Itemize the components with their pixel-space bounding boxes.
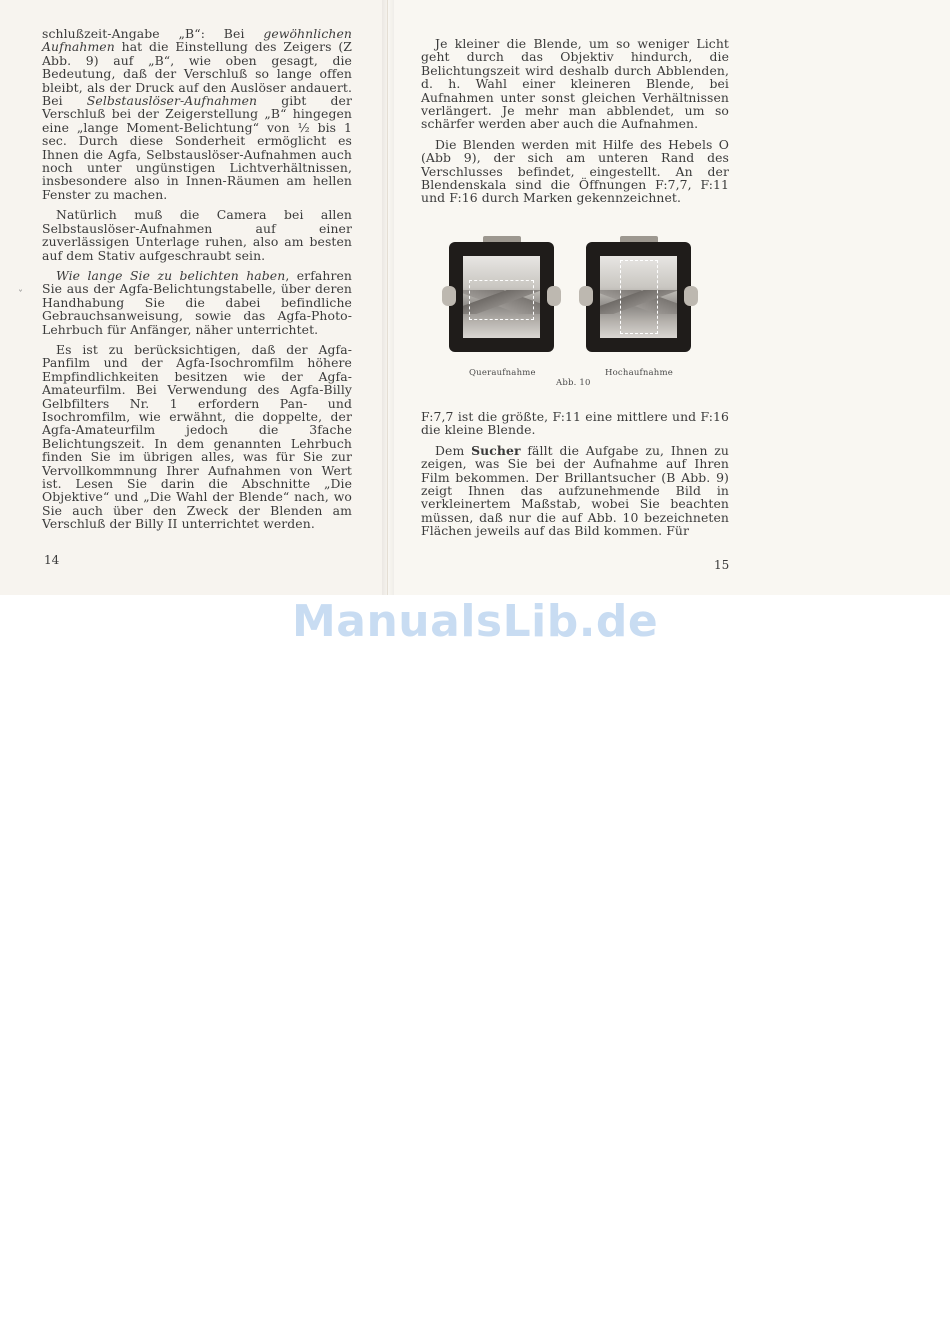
portrait-photo [600, 256, 677, 338]
viewfinder-knob [442, 286, 456, 306]
portrait-frame-marker [620, 260, 658, 334]
watermark: ManualsLib.de [292, 596, 659, 647]
page-fold [382, 0, 394, 595]
figure-label-queraufnahme: Queraufnahme [469, 368, 536, 378]
figure-label-hochaufnahme: Hochaufnahme [605, 368, 673, 378]
right-paragraph-3: F:7,7 ist die größte, F:11 eine mittlere und F:16 die kleine Blende. [421, 409, 729, 438]
left-paragraph-2: Natürlich muß die Camera bei allen Selbstauslöser-Aufnahmen auf einer zuverlässigen Unterlage ruhen, also am besten auf dem Stativ aufgeschraubt sein. [42, 207, 352, 263]
landscape-photo [463, 256, 540, 338]
right-paragraph-4: Dem Sucher fällt die Aufgabe zu, Ihnen zu zeigen, was Sie bei der Aufnahme auf Ihren Film bekommen. Der Brillantsucher (B Abb. 9) zeigt Ihnen das aufzunehmende Bild in verkleinertem Maßstab, wobei Sie beachten müssen, daß nur die auf Abb. 10 bezeichneten Flächen jeweils auf das Bild kommen. Für [421, 442, 729, 539]
page-number-left: 14 [44, 553, 60, 567]
right-paragraph-1: Je kleiner die Blende, um so weniger Licht geht durch das Objektiv hindurch, die Belichtungszeit wird deshalb durch Abblenden, d. h. Wahl einer kleineren Blende, bei Aufnahmen unter sonst gleichen Verhältnissen verlängert. Je mehr man abblendet, um so schärfer werden aber auch die Aufnahmen. [421, 36, 729, 132]
margin-mark: ˇ [18, 290, 23, 301]
landscape-frame-marker [469, 280, 534, 320]
page-number-right: 15 [714, 558, 730, 572]
left-paragraph-4: Es ist zu berücksichtigen, daß der Agfa-Panfilm und der Agfa-Isochromfilm höhere Empfindlichkeiten besitzen wie der Agfa-Amateurfilm. Bei Verwendung des Agfa-Billy Gelbfilters Nr. 1 erfordern Pan- und Isochromfilm, wie erwähnt, die doppelte, der Agfa-Amateurfilm jedoch die 3fache Belichtungszeit. In dem genannten Lehrbuch finden Sie im übrigen alles, was für Sie zur Vervollkommnung Ihrer Aufnahmen von Wert ist. Lesen Sie darin die Abschnitte „Die Objektive“ und „Die Wahl der Blende“ nach, wo Sie auch über den Zweck der Blenden am Verschluß der Billy II unterrichtet werden. [42, 341, 352, 532]
right-paragraph-2: Die Blenden werden mit Hilfe des Hebels O (Abb 9), der sich am unteren Rand des Verschlusses befindet, eingestellt. An der Blendenskala sind die Öffnungen F:7,7, F:11 und F:16 durch Marken gekennzeichnet. [421, 136, 729, 206]
right-page-text-bottom [421, 410, 729, 545]
right-page-text-top [421, 37, 729, 212]
viewfinder-knob [547, 286, 561, 306]
figure-queraufnahme [449, 242, 554, 352]
viewfinder-knob [684, 286, 698, 306]
left-paragraph-1: schlußzeit-Angabe „B“: Bei gewöhnlichen Aufnahmen hat die Einstellung des Zeigers (Z Abb. 9) auf „B“, wie oben gesagt, die Bedeutung, daß der Verschluß so lange offen bleibt, als der Druck auf den Auslöser andauert. Bei Selbstauslöser-Aufnahmen gibt der Verschluß bei der Zeigerstellung „B“ hingegen eine „lange Moment-Belichtung“ von ½ bis 1 sec. Durch diese Sonderheit ermöglicht es Ihnen die Agfa, Selbstauslöser-Aufnahmen auch noch unter ungünstigen Lichtverhältnissen, insbesondere also in Innen-Räumen am hellen Fenster zu machen. [42, 26, 352, 202]
left-page-text [42, 27, 352, 538]
left-paragraph-3: Wie lange Sie zu belichten haben, erfahren Sie aus der Agfa-Belichtungstabelle, über deren Handhabung Sie die dabei befindliche Gebrauchsanweisung, sowie das Agfa-Photo-Lehrbuch für Anfänger, näher unterrichtet. [42, 267, 352, 337]
viewfinder-knob [579, 286, 593, 306]
figure-hochaufnahme [586, 242, 691, 352]
figure-caption: Abb. 10 [556, 378, 591, 388]
